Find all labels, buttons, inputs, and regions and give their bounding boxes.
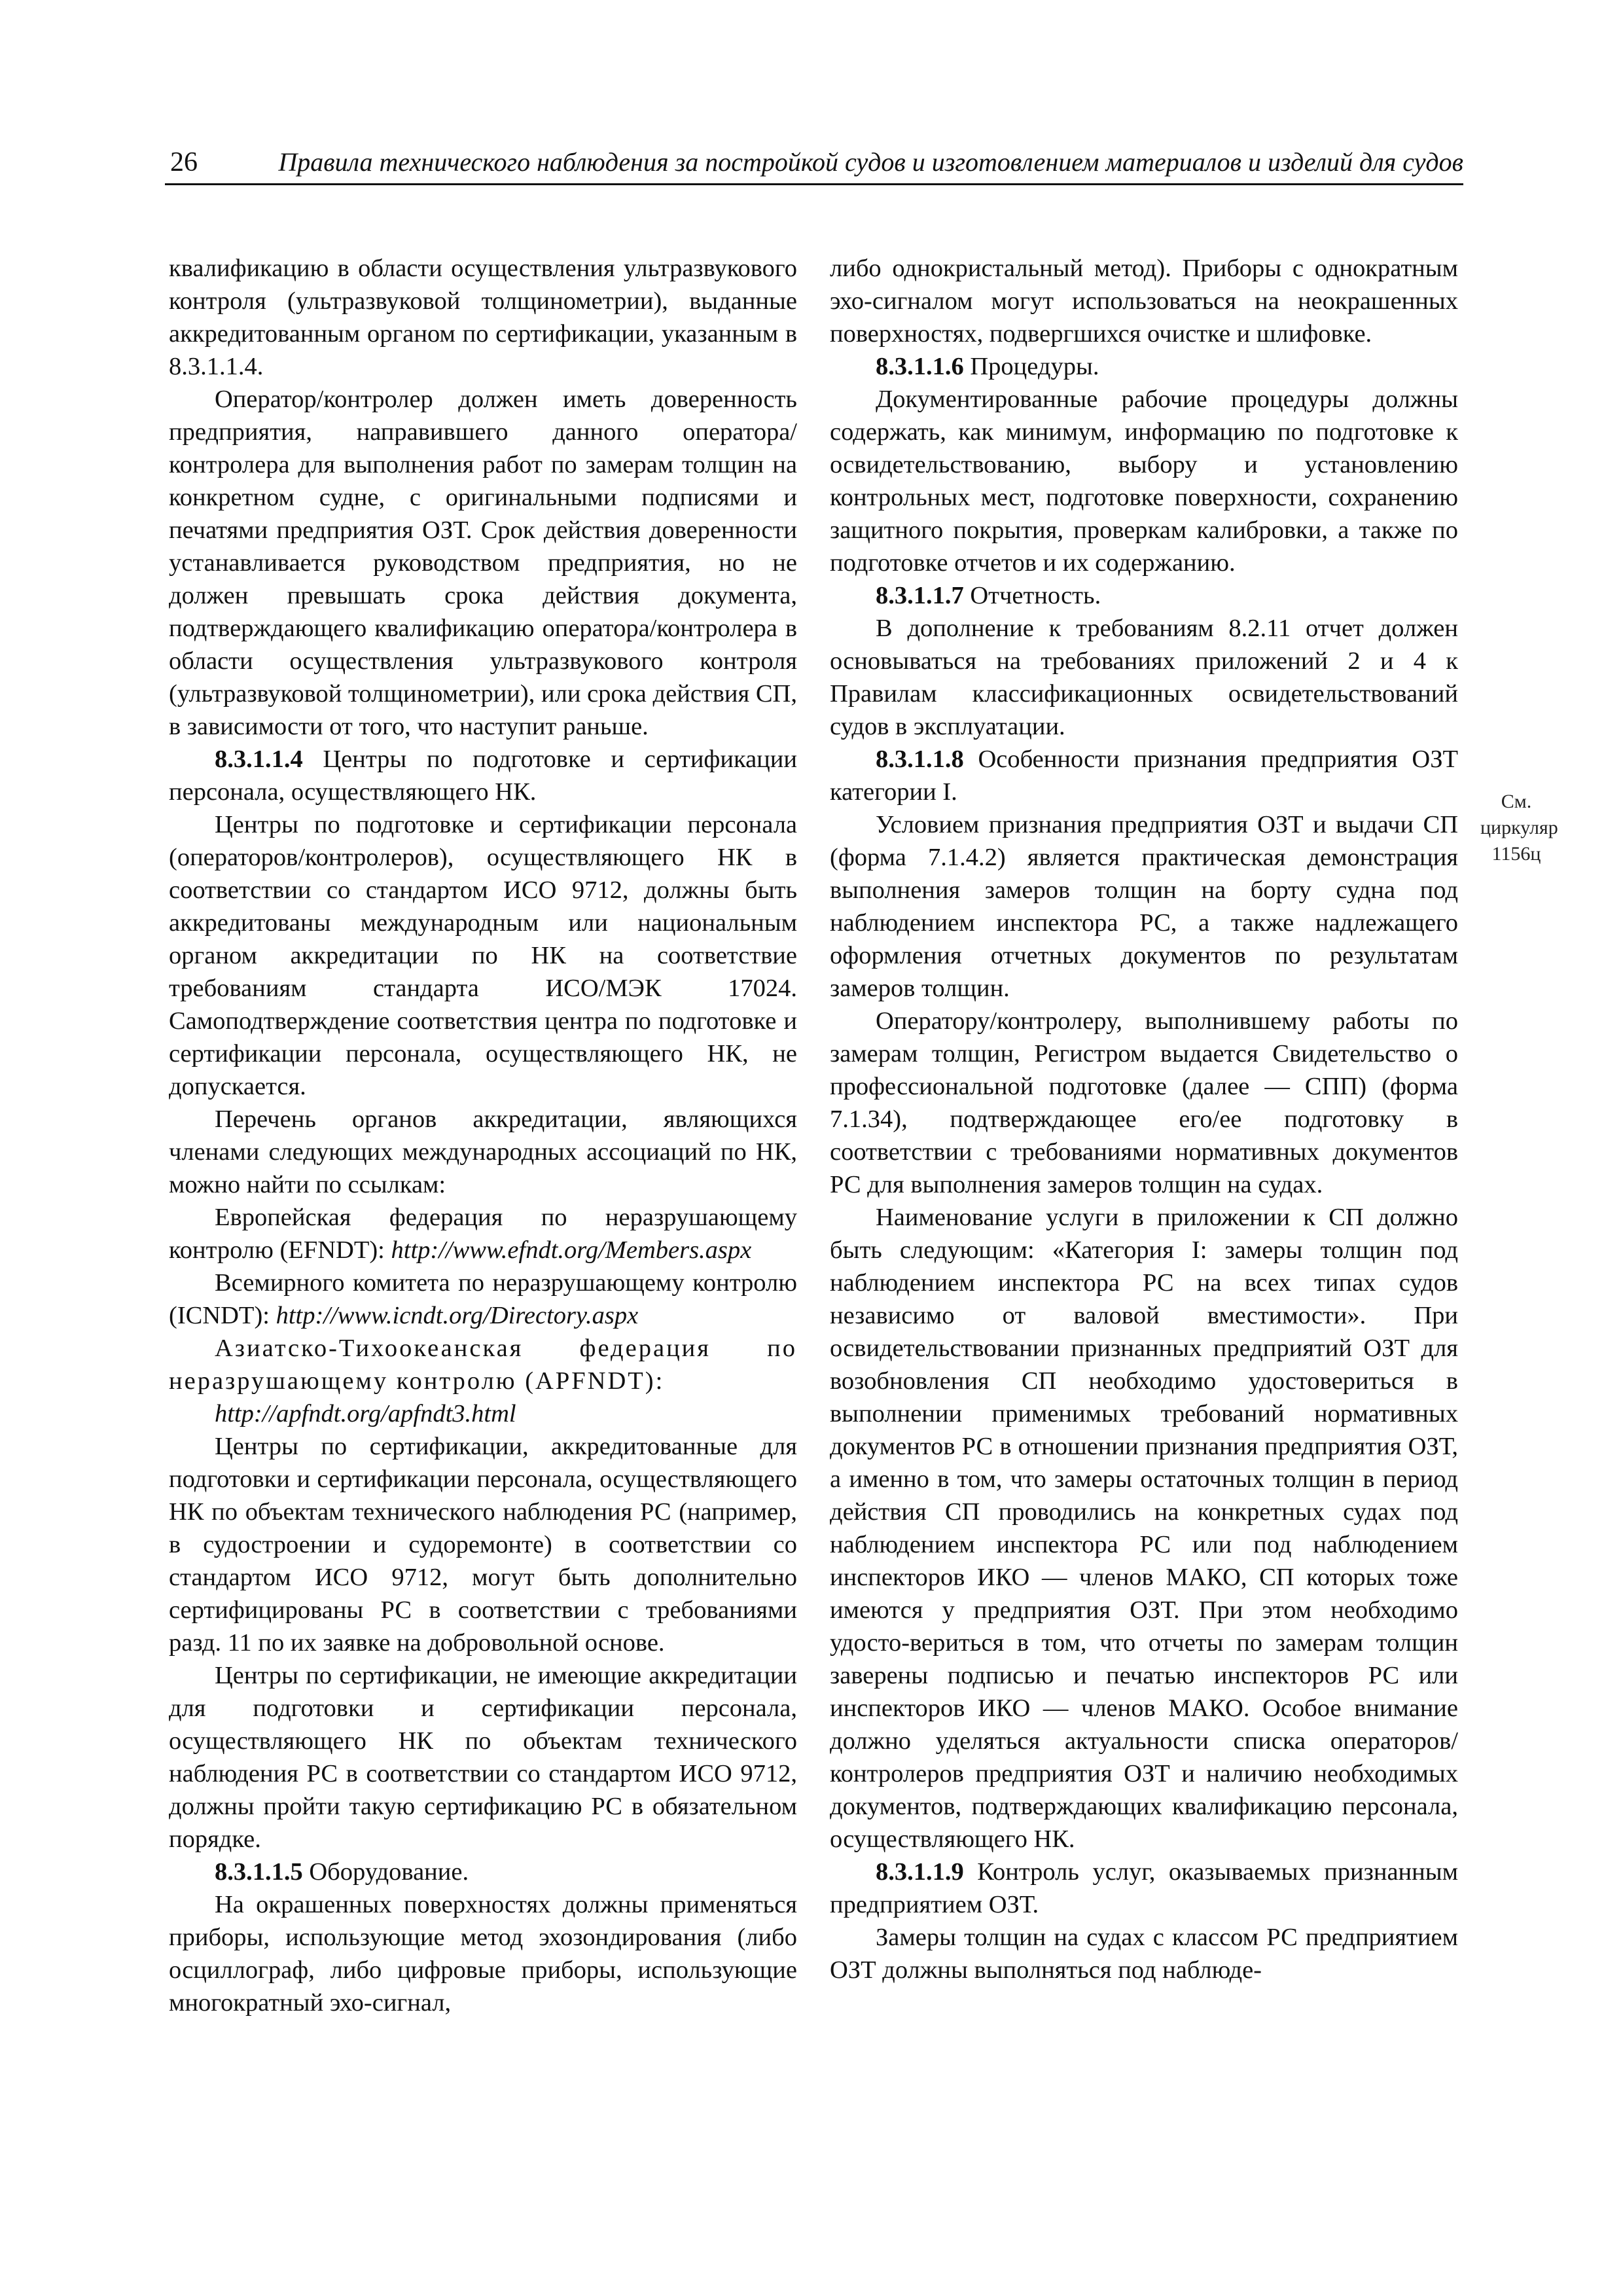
paragraph: На окрашенных поверхностях должны применяться приборы, использующие метод эхозондирования (либо осциллограф, либо цифровые приборы, использующие многократный эхо-сигнал,	[169, 1891, 797, 2017]
section-number: 8.3.1.1.7	[876, 582, 964, 609]
section-title: Отчетность.	[963, 582, 1101, 609]
paragraph: В дополнение к требованиям 8.2.11 отчет должен основываться на требованиях приложений 2 и 4 к Правилам классификационных освидетельствований судов в эксплуатации.	[830, 615, 1458, 740]
link-label: Европейская федерация по неразрушающему контролю (EFNDT):	[169, 1204, 797, 1264]
paragraph: Центры по сертификации, аккредитованные для подготовки и сертификации персонала, осуществляющего НК по объектам технического наблюдения РС (например, в судостроении и судоремонте) в соответствии со стандартом ИСО 9712, могут быть дополнительно сертифицированы РС в соответствии с требованиями разд. 11 по их заявке на добровольной основе.	[169, 1433, 797, 1657]
paragraph: Документированные рабочие процедуры должны содержать, как минимум, информацию по подготовке к освидетельствованию, выбору и установлению контрольных мест, подготовке поверхности, сохранению защитного покрытия, проверкам калибровки, а также по подготовке отчетов и их содержанию.	[830, 386, 1458, 577]
paragraph: Азиатско-Тихоокеанская федерация по неразрушающему контролю (APFNDT):	[169, 1335, 797, 1395]
section-heading	[169, 1856, 797, 1888]
section-number: 8.3.1.1.9	[876, 1858, 964, 1886]
margin-note-line: циркуляр	[1480, 817, 1558, 838]
page-number: 26	[170, 147, 198, 177]
efndt-link[interactable]: http://www.efndt.org/Members.aspx	[391, 1236, 752, 1264]
left-column	[169, 252, 797, 2019]
paragraph-link	[169, 1397, 797, 1430]
section-heading	[169, 743, 797, 808]
section-number: 8.3.1.1.8	[876, 745, 964, 773]
section-heading	[830, 743, 1458, 808]
running-title: Правила технического наблюдения за постройкой судов и изготовлением материалов и изделий для судов	[278, 147, 1463, 177]
paragraph-with-link	[169, 1266, 797, 1332]
section-title: Процедуры.	[963, 353, 1099, 380]
paragraph: Перечень органов аккредитации, являющихся членами следующих международных ассоциаций по НК, можно найти по ссылкам:	[169, 1105, 797, 1198]
running-header	[165, 141, 1463, 185]
margin-note-line: 1156ц	[1491, 843, 1541, 865]
icndt-link[interactable]: http://www.icndt.org/Directory.aspx	[276, 1302, 639, 1329]
link-label: Всемирного комитета по неразрушающему контролю (ICNDT):	[169, 1269, 797, 1329]
section-number: 8.3.1.1.5	[215, 1858, 303, 1886]
paragraph-with-link	[169, 1201, 797, 1266]
section-title: Особенности признания предприятия ОЗТ категории I.	[830, 745, 1458, 806]
margin-note-circular	[1480, 789, 1558, 867]
section-title: Оборудование.	[302, 1858, 469, 1886]
paragraph: Замеры толщин на судах с классом РС предприятием ОЗТ должны выполняться под наблюде-	[830, 1924, 1458, 1984]
section-title: Контроль услуг, оказываемых признанным предприятием ОЗТ.	[830, 1858, 1458, 1918]
paragraph: Оператор/контролер должен иметь доверенность предприятия, направившего данного оператора/контролера для выполнения работ по замерам толщин на конкретном судне, с оригинальными подписями и печатями предприятия ОЗТ. Срок действия доверенности устанавливается руководством предприятия, но не должен превышать срока действия документа, подтверждающего квалификацию оператора/контролера в области осуществления ультразвукового контроля (ультразвуковой толщинометрии), или срока действия СП, в зависимости от того, что наступит раньше.	[169, 386, 797, 740]
section-heading	[830, 579, 1458, 612]
apfndt-link[interactable]: http://apfndt.org/apfndt3.html	[215, 1400, 516, 1427]
right-column	[830, 252, 1458, 1986]
section-heading	[830, 1856, 1458, 1921]
section-number: 8.3.1.1.4	[215, 745, 303, 773]
paragraph: квалификацию в области осуществления ультразвукового контроля (ультразвуковой толщинометрии), выданные аккредитованным органом по сертификации, указанным в 8.3.1.1.4.	[169, 255, 797, 380]
section-title: Центры по подготовке и сертификации персонала, осуществляющего НК.	[169, 745, 797, 806]
paragraph: Оператору/контролеру, выполнившему работы по замерам толщин, Регистром выдается Свидетельство о профессиональной подготовке (далее — СПП) (форма 7.1.34), подтверждающее его/ее подготовку в соответствии с требованиями нормативных документов РС для выполнения замеров толщин на судах.	[830, 1007, 1458, 1198]
paragraph: либо однокристальный метод). Приборы с однократным эхо-сигналом могут использоваться на неокрашенных поверхностях, подвергшихся очистке и шлифовке.	[830, 255, 1458, 348]
section-number: 8.3.1.1.6	[876, 353, 964, 380]
paragraph: Условием признания предприятия ОЗТ и выдачи СП (форма 7.1.4.2) является практическая демонстрация выполнения замеров толщин на борту судна под наблюдением инспектора РС, а также надлежащего оформления отчетных документов по результатам замеров толщин.	[830, 811, 1458, 1002]
paragraph: Центры по сертификации, не имеющие аккредитации для подготовки и сертификации персонала, осуществляющего НК по объектам технического наблюдения РС в соответствии со стандартом ИСО 9712, должны пройти такую сертификацию РС в обязательном порядке.	[169, 1662, 797, 1853]
paragraph: Наименование услуги в приложении к СП должно быть следующим: «Категория I: замеры толщин под наблюдением инспектора РС на всех типах судов независимо от валовой вместимости». При освидетельствовании признанных предприятий ОЗТ для возобновления СП необходимо удостовериться в выполнении применимых требований нормативных документов РС в отношении признания предприятия ОЗТ, а именно в том, что замеры остаточных толщин в период действия СП проводились на конкретных судах под наблюдением инспектора РС или под наблюдением инспекторов ИКО — членов МАКО, СП которых тоже имеются у предприятия ОЗТ. При этом необходимо удосто-вериться в том, что отчеты по замерам толщин заверены подписью и печатью инспекторов РС или инспекторов ИКО — членов МАКО. Особое внимание должно уделяться актуальности списка операторов/контролеров предприятия ОЗТ и наличию необходимых документов, подтверждающих квалификацию персонала, осуществляющего НК.	[830, 1204, 1458, 1853]
paragraph: Центры по подготовке и сертификации персонала (операторов/контролеров), осуществляющего НК в соответствии со стандартом ИСО 9712, должны быть аккредитованы международным или национальным органом аккредитации по НК на соответствие требованиям стандарта ИСО/МЭК 17024. Самоподтверждение соответствия центра по подготовке и сертификации персонала, осуществляющего НК, не допускается.	[169, 811, 797, 1100]
section-heading	[830, 350, 1458, 383]
margin-note-line: См.	[1501, 791, 1532, 812]
